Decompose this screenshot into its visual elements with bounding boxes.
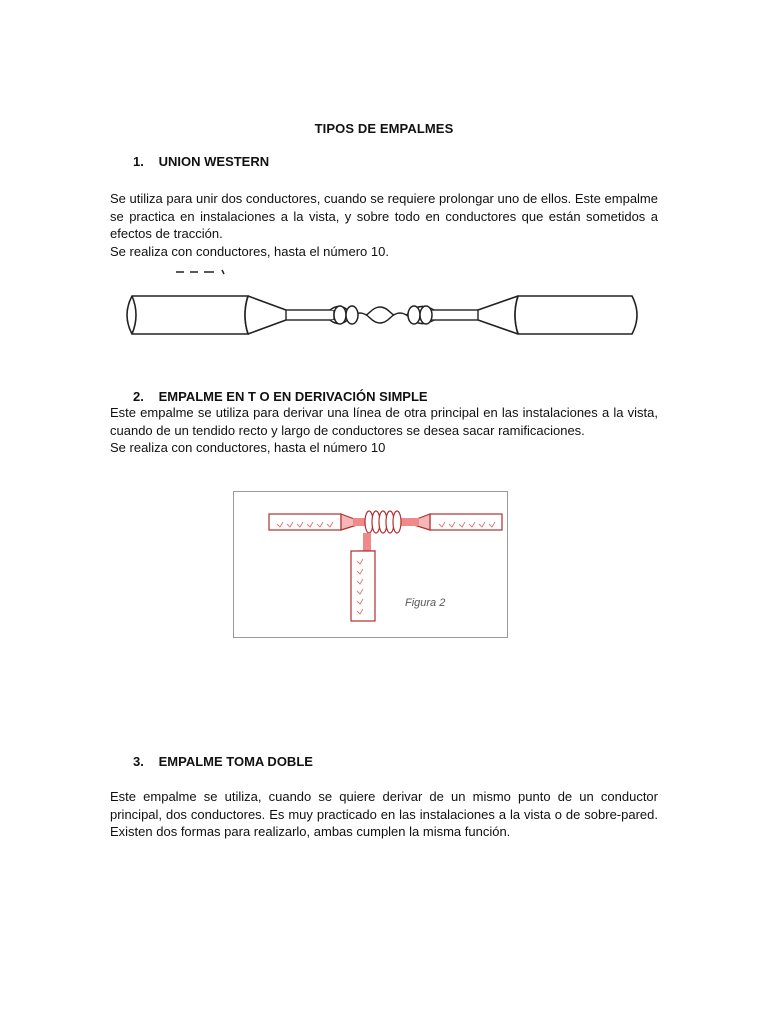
section-3-paragraph-1: Este empalme se utiliza, cuando se quiere derivar de un mismo punto de un conductor principal, dos conductores. Es muy practicado en las instalaciones a la vista o de sobre-pared. Existen dos formas para realizarlo, ambas cumplen la misma función.	[110, 789, 658, 839]
section-1-body	[110, 190, 658, 260]
t-splice-figure	[233, 491, 508, 638]
section-2-number: 2.	[133, 389, 144, 404]
page-title: TIPOS DE EMPALMES	[314, 121, 454, 136]
section-3-number: 3.	[133, 754, 144, 769]
section-2-heading	[133, 389, 428, 404]
section-2-paragraph-1: Este empalme se utiliza para derivar una línea de otra principal en las instalaciones a la vista, cuando de un tendido recto y largo de conductores se desea sacar ramificaciones.	[110, 405, 658, 438]
section-1-paragraph-1: Se utiliza para unir dos conductores, cuando se requiere prolongar uno de ellos. Este empalme se practica en instalaciones a la vista, y sobre todo en conductores que están sometidos a efectos de tracción.	[110, 191, 658, 241]
section-1-title: UNION WESTERN	[158, 154, 270, 169]
section-1-number: 1.	[133, 154, 144, 169]
section-2-paragraph-2: Se realiza con conductores, hasta el número 10	[110, 440, 386, 455]
section-1-paragraph-2: Se realiza con conductores, hasta el número 10.	[110, 243, 389, 259]
section-2-body	[110, 404, 658, 457]
figure-2-caption: Figura 2	[405, 597, 446, 609]
section-3-title: EMPALME TOMA DOBLE	[158, 754, 313, 769]
section-3-heading	[133, 754, 313, 769]
section-1-heading	[133, 154, 269, 169]
section-3-body	[110, 788, 658, 841]
western-union-splice-figure	[118, 266, 648, 346]
section-2-title: EMPALME EN T O EN DERIVACIÓN SIMPLE	[158, 389, 428, 404]
